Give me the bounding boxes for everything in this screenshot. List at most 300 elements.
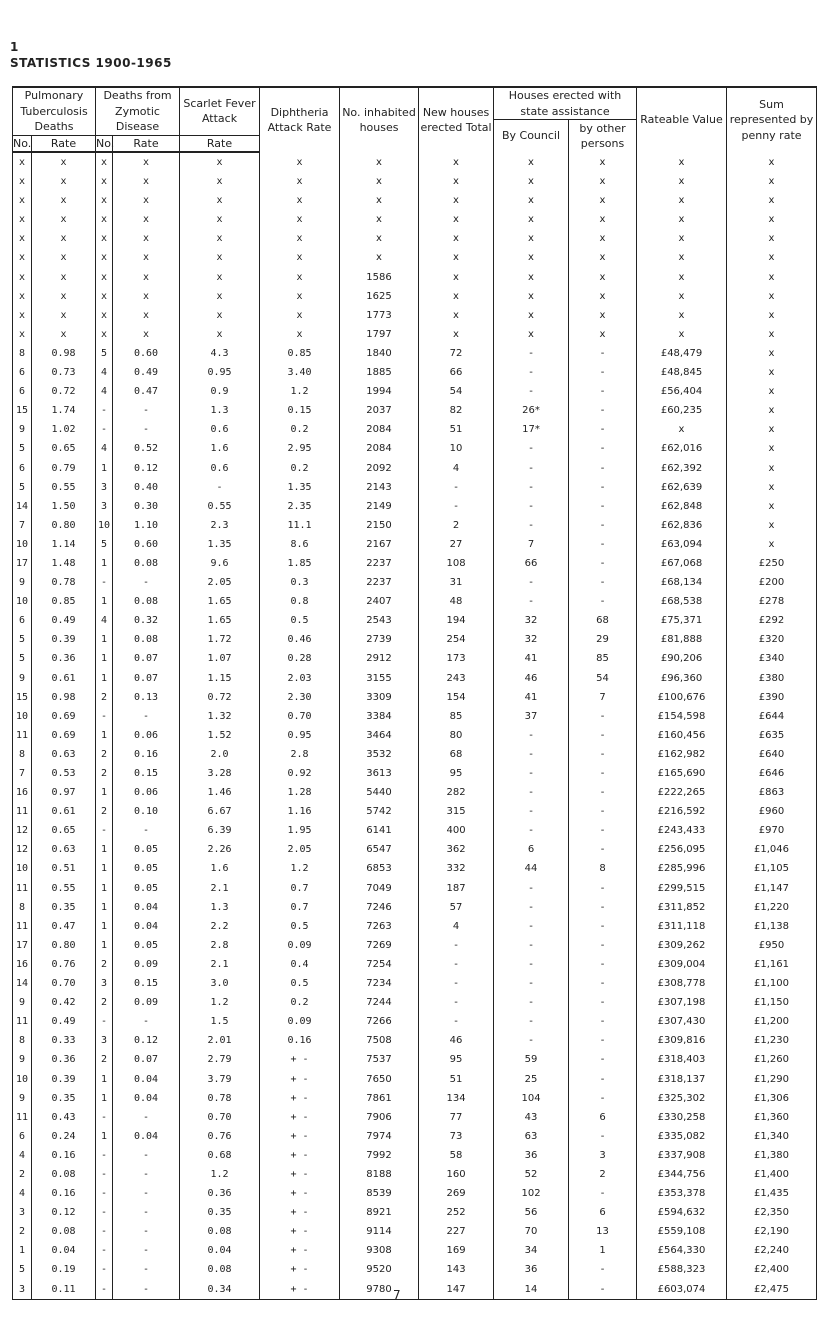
cell-diphtheria-rate: x — [260, 191, 340, 210]
cell-pulmonary-rate: 0.61 — [32, 802, 96, 821]
cell-by-council: x — [494, 210, 569, 229]
cell-inhabited-houses: x — [340, 229, 419, 248]
cell-rateable-value: £216,592 — [637, 802, 727, 821]
cell-by-other: - — [569, 1050, 637, 1069]
cell-scarlet-rate: x — [180, 191, 260, 210]
cell-by-other: - — [569, 439, 637, 458]
cell-zymotic-no: - — [96, 1203, 113, 1222]
table-row — [13, 1127, 817, 1146]
cell-zymotic-no: - — [96, 1146, 113, 1165]
cell-inhabited-houses: 3155 — [340, 669, 419, 688]
cell-pulmonary-rate: 0.36 — [32, 1050, 96, 1069]
cell-by-council: 32 — [494, 630, 569, 649]
cell-rateable-value: £154,598 — [637, 707, 727, 726]
cell-rateable-value: £325,302 — [637, 1089, 727, 1108]
cell-scarlet-rate: 1.15 — [180, 669, 260, 688]
cell-rateable-value: x — [637, 248, 727, 267]
cell-by-council: - — [494, 879, 569, 898]
cell-zymotic-rate: - — [113, 1260, 180, 1279]
cell-zymotic-rate: - — [113, 1203, 180, 1222]
cell-diphtheria-rate: 11.1 — [260, 516, 340, 535]
cell-by-other: - — [569, 898, 637, 917]
table-row — [13, 783, 817, 802]
table-row — [13, 516, 817, 535]
cell-by-other: - — [569, 1127, 637, 1146]
cell-pulmonary-no: 2 — [13, 1222, 32, 1241]
cell-pulmonary-no: 9 — [13, 669, 32, 688]
cell-pulmonary-no: 11 — [13, 917, 32, 936]
cell-by-other: 85 — [569, 649, 637, 668]
table-row — [13, 306, 817, 325]
cell-by-council: 66 — [494, 554, 569, 573]
cell-scarlet-rate: x — [180, 268, 260, 287]
cell-zymotic-rate: - — [113, 1280, 180, 1300]
cell-inhabited-houses: 2543 — [340, 611, 419, 630]
cell-inhabited-houses: 2739 — [340, 630, 419, 649]
table-row — [13, 1222, 817, 1241]
cell-rateable-value: x — [637, 325, 727, 344]
cell-diphtheria-rate: 0.7 — [260, 898, 340, 917]
cell-pulmonary-rate: 1.48 — [32, 554, 96, 573]
cell-by-other: x — [569, 210, 637, 229]
cell-by-other: - — [569, 478, 637, 497]
cell-by-council: - — [494, 917, 569, 936]
cell-pulmonary-rate: x — [32, 325, 96, 344]
cell-scarlet-rate: 0.6 — [180, 459, 260, 478]
cell-pulmonary-no: 7 — [13, 764, 32, 783]
cell-pulmonary-rate: 0.39 — [32, 630, 96, 649]
cell-penny-rate: £1,360 — [727, 1108, 817, 1127]
cell-scarlet-rate: x — [180, 152, 260, 172]
cell-by-council: 46 — [494, 669, 569, 688]
cell-by-other: - — [569, 382, 637, 401]
cell-new-houses: 27 — [419, 535, 494, 554]
table-row — [13, 325, 817, 344]
cell-new-houses: x — [419, 287, 494, 306]
header-state-assistance: Houses erected with state assistance — [494, 87, 637, 120]
cell-by-council: x — [494, 172, 569, 191]
header-penny-rate: Sum represented by penny rate — [727, 87, 817, 152]
table-row — [13, 344, 817, 363]
cell-inhabited-houses: x — [340, 152, 419, 172]
cell-penny-rate: £320 — [727, 630, 817, 649]
cell-new-houses: 400 — [419, 821, 494, 840]
cell-rateable-value: £344,756 — [637, 1165, 727, 1184]
cell-pulmonary-no: 11 — [13, 879, 32, 898]
cell-diphtheria-rate: + - — [260, 1203, 340, 1222]
cell-pulmonary-no: 9 — [13, 420, 32, 439]
table-row — [13, 936, 817, 955]
cell-by-other: - — [569, 955, 637, 974]
cell-by-other: - — [569, 879, 637, 898]
cell-new-houses: 85 — [419, 707, 494, 726]
cell-inhabited-houses: 2150 — [340, 516, 419, 535]
cell-by-other: x — [569, 229, 637, 248]
cell-rateable-value: £603,074 — [637, 1280, 727, 1300]
cell-diphtheria-rate: 1.85 — [260, 554, 340, 573]
table-row — [13, 649, 817, 668]
cell-by-other: - — [569, 917, 637, 936]
cell-by-council: x — [494, 306, 569, 325]
cell-zymotic-rate: x — [113, 248, 180, 267]
cell-zymotic-rate: 0.60 — [113, 344, 180, 363]
cell-rateable-value: x — [637, 229, 727, 248]
cell-inhabited-houses: 2407 — [340, 592, 419, 611]
cell-by-council: 41 — [494, 649, 569, 668]
cell-pulmonary-no: 9 — [13, 1050, 32, 1069]
cell-diphtheria-rate: 0.8 — [260, 592, 340, 611]
cell-inhabited-houses: 3532 — [340, 745, 419, 764]
header-zymotic-disease: Deaths from Zymotic Disease — [96, 87, 180, 135]
cell-new-houses: - — [419, 1012, 494, 1031]
cell-by-other: 13 — [569, 1222, 637, 1241]
footer-page-number: 7 — [393, 1288, 401, 1302]
cell-inhabited-houses: 1586 — [340, 268, 419, 287]
cell-penny-rate: £1,200 — [727, 1012, 817, 1031]
cell-diphtheria-rate: 1.2 — [260, 382, 340, 401]
cell-zymotic-no: x — [96, 172, 113, 191]
header-new-houses: New houses erected Total — [419, 87, 494, 152]
table-row — [13, 1203, 817, 1222]
cell-by-council: 32 — [494, 611, 569, 630]
cell-by-council: 34 — [494, 1241, 569, 1260]
cell-zymotic-no: x — [96, 229, 113, 248]
cell-zymotic-rate: 0.04 — [113, 1070, 180, 1089]
cell-inhabited-houses: 8921 — [340, 1203, 419, 1222]
cell-scarlet-rate: 1.6 — [180, 859, 260, 878]
cell-by-other: 2 — [569, 1165, 637, 1184]
cell-scarlet-rate: 0.78 — [180, 1089, 260, 1108]
cell-rateable-value: £243,433 — [637, 821, 727, 840]
cell-pulmonary-no: 8 — [13, 1031, 32, 1050]
cell-inhabited-houses: 7861 — [340, 1089, 419, 1108]
table-row — [13, 401, 817, 420]
statistics-table — [12, 86, 817, 1300]
cell-scarlet-rate: 2.1 — [180, 955, 260, 974]
cell-new-houses: 282 — [419, 783, 494, 802]
table-row — [13, 859, 817, 878]
cell-by-council: 36 — [494, 1146, 569, 1165]
cell-zymotic-rate: 0.05 — [113, 840, 180, 859]
cell-zymotic-no: x — [96, 248, 113, 267]
cell-zymotic-no: x — [96, 191, 113, 210]
cell-pulmonary-rate: 0.16 — [32, 1184, 96, 1203]
cell-inhabited-houses: 1797 — [340, 325, 419, 344]
cell-zymotic-no: 2 — [96, 802, 113, 821]
cell-rateable-value: £309,816 — [637, 1031, 727, 1050]
cell-by-council: - — [494, 497, 569, 516]
cell-pulmonary-no: 10 — [13, 707, 32, 726]
cell-new-houses: - — [419, 478, 494, 497]
cell-new-houses: - — [419, 497, 494, 516]
cell-diphtheria-rate: 8.6 — [260, 535, 340, 554]
cell-by-council: - — [494, 764, 569, 783]
cell-by-council: 17* — [494, 420, 569, 439]
cell-zymotic-rate: 0.07 — [113, 649, 180, 668]
cell-by-other: - — [569, 535, 637, 554]
cell-zymotic-rate: 0.10 — [113, 802, 180, 821]
cell-pulmonary-no: 11 — [13, 802, 32, 821]
table-row — [13, 879, 817, 898]
cell-pulmonary-rate: x — [32, 210, 96, 229]
cell-zymotic-no: 1 — [96, 917, 113, 936]
cell-pulmonary-no: 10 — [13, 1070, 32, 1089]
cell-by-other: 68 — [569, 611, 637, 630]
cell-new-houses: 143 — [419, 1260, 494, 1279]
cell-zymotic-no: - — [96, 1241, 113, 1260]
cell-by-other: - — [569, 573, 637, 592]
cell-pulmonary-no: x — [13, 306, 32, 325]
table-row — [13, 630, 817, 649]
cell-by-council: - — [494, 363, 569, 382]
cell-pulmonary-rate: 0.79 — [32, 459, 96, 478]
cell-scarlet-rate: 1.46 — [180, 783, 260, 802]
cell-diphtheria-rate: + - — [260, 1070, 340, 1089]
cell-by-council: - — [494, 745, 569, 764]
cell-diphtheria-rate: 0.5 — [260, 917, 340, 936]
cell-rateable-value: x — [637, 287, 727, 306]
cell-new-houses: x — [419, 248, 494, 267]
cell-by-other: - — [569, 974, 637, 993]
cell-inhabited-houses: 5742 — [340, 802, 419, 821]
cell-new-houses: 48 — [419, 592, 494, 611]
cell-inhabited-houses: 2237 — [340, 573, 419, 592]
cell-zymotic-no: 3 — [96, 974, 113, 993]
cell-by-other: 6 — [569, 1108, 637, 1127]
cell-pulmonary-no: 8 — [13, 898, 32, 917]
cell-by-council: - — [494, 516, 569, 535]
cell-zymotic-rate: 0.05 — [113, 879, 180, 898]
cell-zymotic-no: 3 — [96, 1031, 113, 1050]
cell-by-other: - — [569, 401, 637, 420]
cell-inhabited-houses: 9780 — [340, 1280, 419, 1300]
table-row — [13, 420, 817, 439]
cell-zymotic-rate: 0.04 — [113, 898, 180, 917]
table-row — [13, 1280, 817, 1300]
cell-diphtheria-rate: + - — [260, 1280, 340, 1300]
table-row — [13, 268, 817, 287]
cell-diphtheria-rate: 1.2 — [260, 859, 340, 878]
cell-scarlet-rate: 2.0 — [180, 745, 260, 764]
cell-pulmonary-no: 4 — [13, 1146, 32, 1165]
cell-zymotic-no: x — [96, 287, 113, 306]
cell-penny-rate: x — [727, 535, 817, 554]
table-row — [13, 592, 817, 611]
cell-penny-rate: x — [727, 401, 817, 420]
cell-rateable-value: x — [637, 268, 727, 287]
cell-zymotic-rate: 0.09 — [113, 955, 180, 974]
cell-zymotic-no: 1 — [96, 1089, 113, 1108]
cell-penny-rate: £1,306 — [727, 1089, 817, 1108]
cell-zymotic-no: 1 — [96, 859, 113, 878]
cell-by-council: 52 — [494, 1165, 569, 1184]
cell-scarlet-rate: 0.72 — [180, 688, 260, 707]
cell-pulmonary-rate: 0.33 — [32, 1031, 96, 1050]
cell-new-houses: x — [419, 191, 494, 210]
table-row — [13, 439, 817, 458]
cell-inhabited-houses: 6141 — [340, 821, 419, 840]
cell-penny-rate: £390 — [727, 688, 817, 707]
cell-rateable-value: £96,360 — [637, 669, 727, 688]
cell-by-other: - — [569, 516, 637, 535]
cell-scarlet-rate: 2.01 — [180, 1031, 260, 1050]
cell-new-houses: - — [419, 974, 494, 993]
cell-new-houses: 10 — [419, 439, 494, 458]
cell-new-houses: 73 — [419, 1127, 494, 1146]
cell-inhabited-houses: 3464 — [340, 726, 419, 745]
cell-inhabited-houses: 5440 — [340, 783, 419, 802]
cell-pulmonary-rate: x — [32, 248, 96, 267]
table-row — [13, 191, 817, 210]
cell-zymotic-rate: 0.32 — [113, 611, 180, 630]
cell-new-houses: x — [419, 325, 494, 344]
cell-zymotic-rate: x — [113, 268, 180, 287]
table-row — [13, 974, 817, 993]
cell-by-other: - — [569, 420, 637, 439]
cell-zymotic-no: 2 — [96, 764, 113, 783]
header-pulmonary-no: No. — [13, 135, 32, 152]
cell-by-other: - — [569, 592, 637, 611]
cell-diphtheria-rate: 0.70 — [260, 707, 340, 726]
table-row — [13, 287, 817, 306]
table-row — [13, 382, 817, 401]
table-row — [13, 573, 817, 592]
cell-by-council: 26* — [494, 401, 569, 420]
cell-by-council: 104 — [494, 1089, 569, 1108]
cell-rateable-value: £62,848 — [637, 497, 727, 516]
cell-pulmonary-no: x — [13, 191, 32, 210]
cell-penny-rate: £1,138 — [727, 917, 817, 936]
cell-rateable-value: £75,371 — [637, 611, 727, 630]
cell-rateable-value: £564,330 — [637, 1241, 727, 1260]
cell-pulmonary-rate: 0.72 — [32, 382, 96, 401]
cell-pulmonary-rate: 0.80 — [32, 516, 96, 535]
cell-new-houses: x — [419, 152, 494, 172]
cell-diphtheria-rate: 1.35 — [260, 478, 340, 497]
cell-penny-rate: £1,400 — [727, 1165, 817, 1184]
cell-zymotic-no: 1 — [96, 726, 113, 745]
cell-inhabited-houses: 9114 — [340, 1222, 419, 1241]
cell-rateable-value: £67,068 — [637, 554, 727, 573]
cell-zymotic-rate: 0.07 — [113, 1050, 180, 1069]
cell-diphtheria-rate: + - — [260, 1089, 340, 1108]
cell-pulmonary-rate: 0.63 — [32, 840, 96, 859]
cell-by-other: - — [569, 1031, 637, 1050]
cell-inhabited-houses: 2092 — [340, 459, 419, 478]
cell-scarlet-rate: x — [180, 172, 260, 191]
table-row — [13, 459, 817, 478]
cell-pulmonary-no: x — [13, 287, 32, 306]
table-row — [13, 363, 817, 382]
cell-diphtheria-rate: x — [260, 248, 340, 267]
cell-pulmonary-rate: 0.36 — [32, 649, 96, 668]
cell-pulmonary-no: 3 — [13, 1203, 32, 1222]
cell-zymotic-rate: 0.07 — [113, 669, 180, 688]
cell-penny-rate: £380 — [727, 669, 817, 688]
cell-pulmonary-rate: 0.61 — [32, 669, 96, 688]
cell-scarlet-rate: 2.1 — [180, 879, 260, 898]
cell-scarlet-rate: 1.35 — [180, 535, 260, 554]
cell-new-houses: 57 — [419, 898, 494, 917]
cell-pulmonary-no: x — [13, 268, 32, 287]
table-row — [13, 229, 817, 248]
cell-diphtheria-rate: x — [260, 152, 340, 172]
cell-penny-rate: x — [727, 420, 817, 439]
cell-rateable-value: £90,206 — [637, 649, 727, 668]
cell-scarlet-rate: 1.32 — [180, 707, 260, 726]
cell-scarlet-rate: 1.3 — [180, 401, 260, 420]
cell-zymotic-no: - — [96, 1280, 113, 1300]
cell-by-council: 102 — [494, 1184, 569, 1203]
cell-by-other: x — [569, 325, 637, 344]
cell-diphtheria-rate: 0.2 — [260, 993, 340, 1012]
cell-scarlet-rate: 1.65 — [180, 592, 260, 611]
cell-scarlet-rate: 2.3 — [180, 516, 260, 535]
cell-diphtheria-rate: 1.95 — [260, 821, 340, 840]
cell-diphtheria-rate: 0.4 — [260, 955, 340, 974]
cell-rateable-value: £318,403 — [637, 1050, 727, 1069]
cell-new-houses: 95 — [419, 1050, 494, 1069]
cell-penny-rate: £200 — [727, 573, 817, 592]
cell-penny-rate: £950 — [727, 936, 817, 955]
cell-zymotic-no: 3 — [96, 497, 113, 516]
cell-pulmonary-no: x — [13, 210, 32, 229]
cell-rateable-value: £559,108 — [637, 1222, 727, 1241]
cell-pulmonary-rate: 0.69 — [32, 726, 96, 745]
cell-by-council: 6 — [494, 840, 569, 859]
cell-penny-rate: x — [727, 497, 817, 516]
table-row — [13, 1241, 817, 1260]
cell-by-other: - — [569, 1280, 637, 1300]
cell-rateable-value: x — [637, 210, 727, 229]
table-row — [13, 172, 817, 191]
table-row — [13, 1089, 817, 1108]
cell-penny-rate: £1,230 — [727, 1031, 817, 1050]
cell-scarlet-rate: 2.26 — [180, 840, 260, 859]
cell-pulmonary-rate: 0.51 — [32, 859, 96, 878]
cell-inhabited-houses: 7244 — [340, 993, 419, 1012]
cell-pulmonary-no: 6 — [13, 459, 32, 478]
cell-pulmonary-rate: x — [32, 152, 96, 172]
cell-rateable-value: £100,676 — [637, 688, 727, 707]
cell-zymotic-rate: x — [113, 191, 180, 210]
table-row — [13, 1108, 817, 1127]
cell-scarlet-rate: 0.08 — [180, 1222, 260, 1241]
cell-zymotic-rate: 0.12 — [113, 459, 180, 478]
cell-diphtheria-rate: 2.8 — [260, 745, 340, 764]
cell-zymotic-rate: 0.04 — [113, 1089, 180, 1108]
cell-new-houses: 252 — [419, 1203, 494, 1222]
cell-by-council: - — [494, 1012, 569, 1031]
table-row — [13, 1070, 817, 1089]
cell-pulmonary-rate: 0.49 — [32, 611, 96, 630]
table-row — [13, 248, 817, 267]
cell-zymotic-rate: 0.49 — [113, 363, 180, 382]
cell-pulmonary-no: x — [13, 325, 32, 344]
cell-inhabited-houses: 1994 — [340, 382, 419, 401]
cell-scarlet-rate: 0.70 — [180, 1108, 260, 1127]
cell-new-houses: 154 — [419, 688, 494, 707]
cell-scarlet-rate: 6.39 — [180, 821, 260, 840]
table-row — [13, 478, 817, 497]
cell-by-other: - — [569, 459, 637, 478]
cell-new-houses: 51 — [419, 420, 494, 439]
cell-pulmonary-rate: 0.53 — [32, 764, 96, 783]
cell-zymotic-rate: - — [113, 707, 180, 726]
cell-zymotic-rate: - — [113, 1222, 180, 1241]
cell-inhabited-houses: 8539 — [340, 1184, 419, 1203]
cell-inhabited-houses: 7508 — [340, 1031, 419, 1050]
